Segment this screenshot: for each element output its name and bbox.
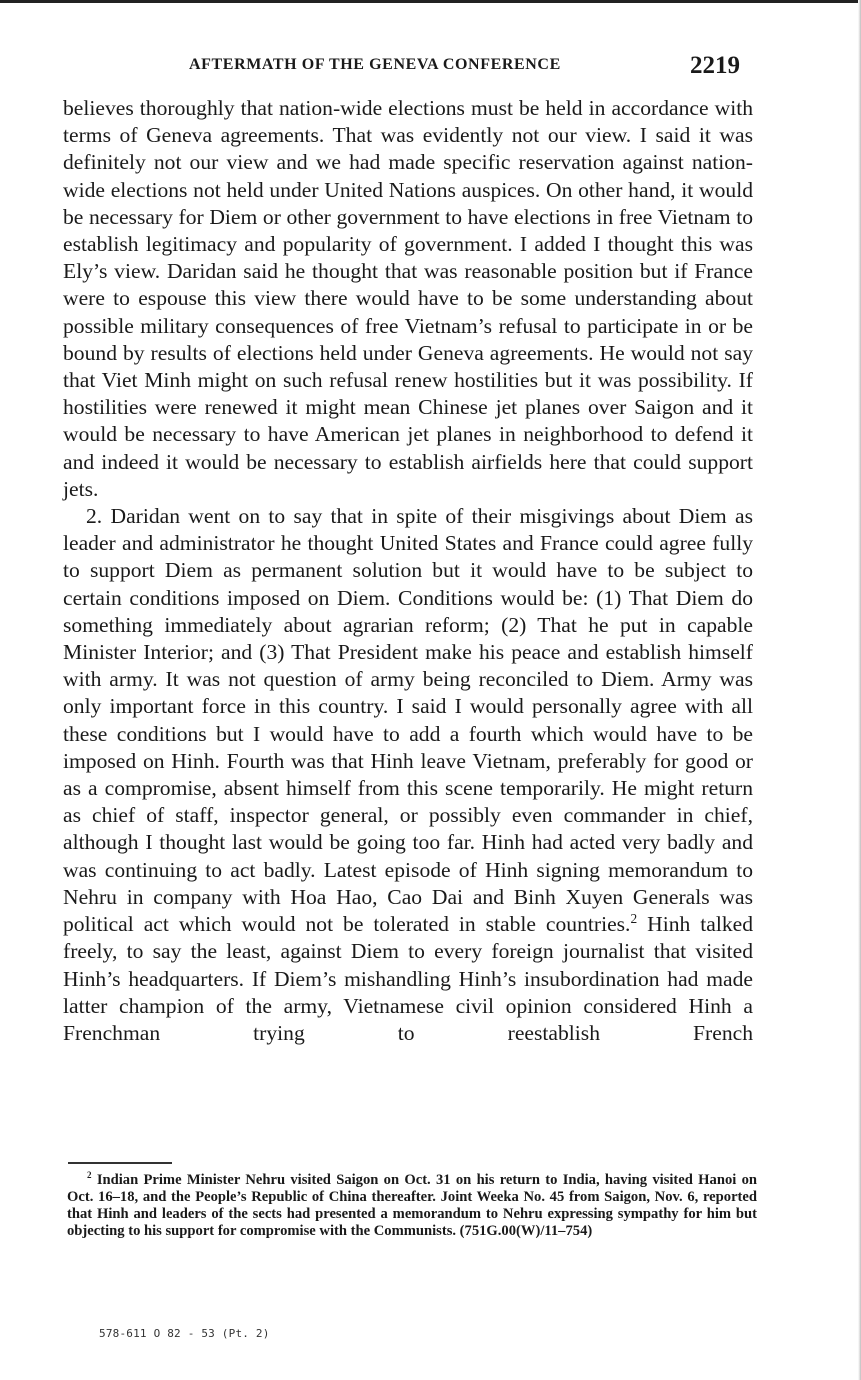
footnote-rule [68, 1162, 172, 1164]
page-number: 2219 [690, 52, 740, 79]
top-border-rule [0, 0, 861, 3]
footnote-paragraph [67, 1172, 757, 1240]
footnote-reference: 2 [630, 910, 638, 926]
printer-imprint: 578-611 O 82 - 53 (Pt. 2) [99, 1327, 270, 1340]
footnote [67, 1172, 757, 1240]
running-head-title: AFTERMATH OF THE GENEVA CONFERENCE [189, 56, 561, 73]
footnote-marker: 2 [87, 1170, 92, 1181]
paragraph-2 [63, 503, 753, 1047]
paragraph-2-text-b: Hinh talked freely, to say the least, against Diem to every foreign journalist that visited Hinh’s headquarters. If Diem’s mishandling Hinh’s insubordination had made latter champion of the army, Vietnamese civil opinion considered Hinh a Frenchman trying to reestablish French [63, 912, 754, 1045]
body-text [63, 95, 753, 1047]
paragraph-2-text-a: 2. Daridan went on to say that in spite of their misgivings about Diem as leader and administrator he thought United States and France could agree fully to support Diem as permanent solution but it would have to be subject to certain conditions imposed on Diem. Conditions would be: (1) That Diem do something immediately about agrarian reform; (2) That he put in capable Minister Interior; and (3) That President make his peace and establish himself with army. It was not question of army being reconciled to Diem. Army was only important force in this country. I said I would personally agree with all these conditions but I would have to add a fourth which would have to be imposed on Hinh. Fourth was that Hinh leave Vietnam, preferably for good or as a compromise, absent himself from this scene temporarily. He might return as chief of staff, inspector general, or possibly even commander in chief, although I thought last would be going too far. Hinh had acted very badly and was continuing to act badly. Latest episode of Hinh signing memorandum to Nehru in company with Hoa Hao, Cao Dai and Binh Xuyen Generals was political act which would not be tolerated in stable countries. [63, 504, 753, 937]
footnote-text: Indian Prime Minister Nehru visited Saigon on Oct. 31 on his return to India, having visited Hanoi on Oct. 16–18, and the People’s Republic of China thereafter. Joint Weeka No. 45 from Saigon, Nov. 6, reported that Hinh and leaders of the sects had presented a memorandum to Nehru expressing sympathy for him but objecting to his support for compromise with the Communists. (751G.00(W)/11–754) [67, 1172, 757, 1239]
paragraph-1: believes thoroughly that nation-wide elections must be held in accordance with terms of Geneva agreements. That was evidently not our view. I said it was definitely not our view and we had made specific reservation against nation-wide elections not held under United Nations auspices. On other hand, it would be necessary for Diem or other government to have elections in free Vietnam to establish legitimacy and popularity of government. I added I thought this was Ely’s view. Daridan said he thought that was reasonable position but if France were to espouse this view there would have to be some understanding about possible military consequences of free Vietnam’s refusal to participate in or be bound by results of elections held under Geneva agreements. He would not say that Viet Minh might on such refusal renew hostilities but it was possibility. If hostilities were renewed it might mean Chinese jet planes over Saigon and it would be necessary to have American jet planes in neighborhood to defend it and indeed it would be necessary to establish airfields here that could support jets. [63, 96, 753, 501]
